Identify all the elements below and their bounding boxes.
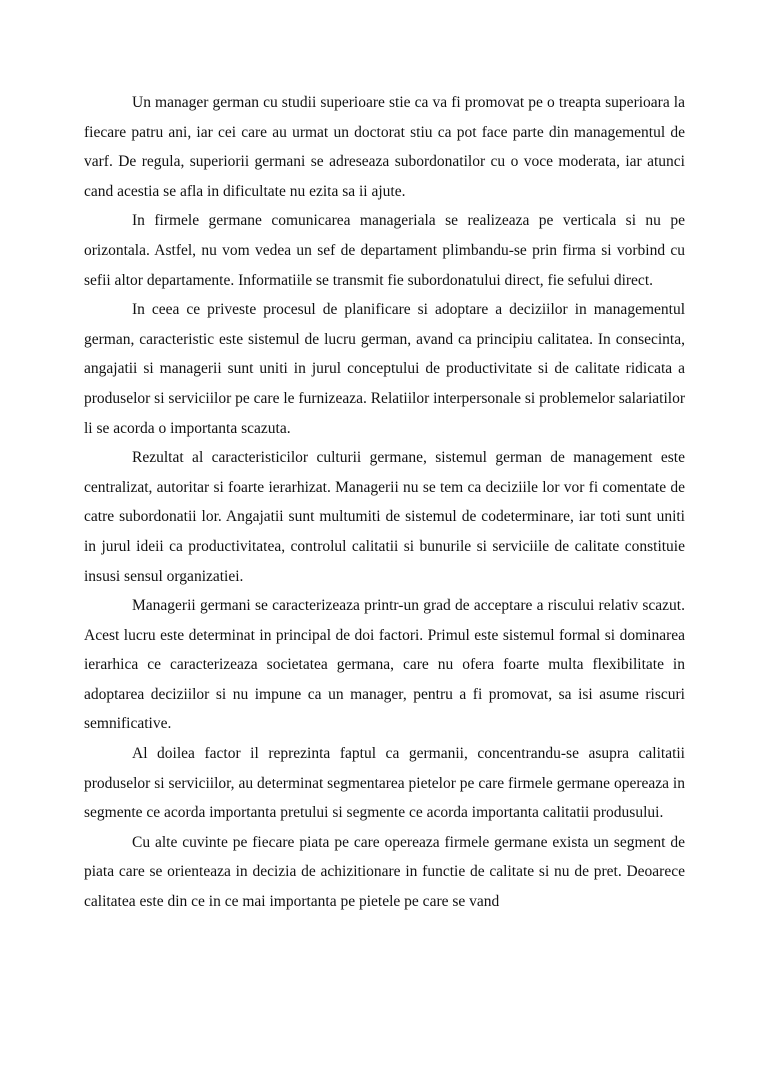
paragraph-6: Al doilea factor il reprezinta faptul ca germanii, concentrandu-se asupra calitatii produselor si serviciilor, au determinat segmentarea pietelor pe care firmele germane opereaza in segmente ce acorda importanta pretului si segmente ce acorda importanta calitatii produsului. [84, 745, 685, 822]
paragraph-2: In firmele germane comunicarea manageriala se realizeaza pe verticala si nu pe orizontala. Astfel, nu vom vedea un sef de departament plimbandu-se prin firma si vorbind cu sefii altor departamente. Informatiile se transmit fie subordonatului direct, fie sefului direct. [84, 212, 685, 289]
paragraph-3: In ceea ce priveste procesul de planificare si adoptare a deciziilor in managementul german, caracteristic este sistemul de lucru german, avand ca principiu calitatea. In consecinta, angajatii si managerii sunt uniti in jurul conceptului de productivitate si de calitate ridicata a produselor si serviciilor pe care le furnizeaza. Relatiilor interpersonale si problemelor salariatilor li se acorda o importanta scazuta. [84, 301, 685, 437]
paragraph-7: Cu alte cuvinte pe fiecare piata pe care opereaza firmele germane exista un segment de piata care se orienteaza in decizia de achizitionare in functie de calitate si nu de pret. Deoarece calitatea este din ce in ce mai importanta pe pietele pe care se vand [84, 833, 685, 911]
paragraph-4: Rezultat al caracteristicilor culturii germane, sistemul german de management este centralizat, autoritar si foarte ierarhizat. Managerii nu se tem ca deciziile lor vor fi comentate de catre subordonatii lor. Angajatii sunt multumiti de sistemul de codeterminare, iar toti sunt uniti in jurul ideii ca productivitatea, controlul calitatii si bunurile si serviciile de calitate constituie insusi sensul organizatiei. [84, 449, 685, 585]
paragraph-1: Un manager german cu studii superioare stie ca va fi promovat pe o treapta superioara la fiecare patru ani, iar cei care au urmat un doctorat stiu ca pot face parte din managementul de varf. De regula, superiorii germani se adreseaza subordonatilor cu o voce moderata, iar atunci cand acestia se afla in dificultate nu ezita sa ii ajute. [84, 94, 685, 200]
paragraph-5: Managerii germani se caracterizeaza printr-un grad de acceptare a riscului relativ scazut. Acest lucru este determinat in principal de doi factori. Primul este sistemul formal si dominarea ierarhica ce caracterizeaza societatea germana, care nu ofera foarte multa flexibilitate in adoptarea deciziilor si nu impune ca un manager, pentru a fi promovat, sa isi asume riscuri semnificative. [84, 597, 685, 733]
document-body [84, 88, 685, 917]
